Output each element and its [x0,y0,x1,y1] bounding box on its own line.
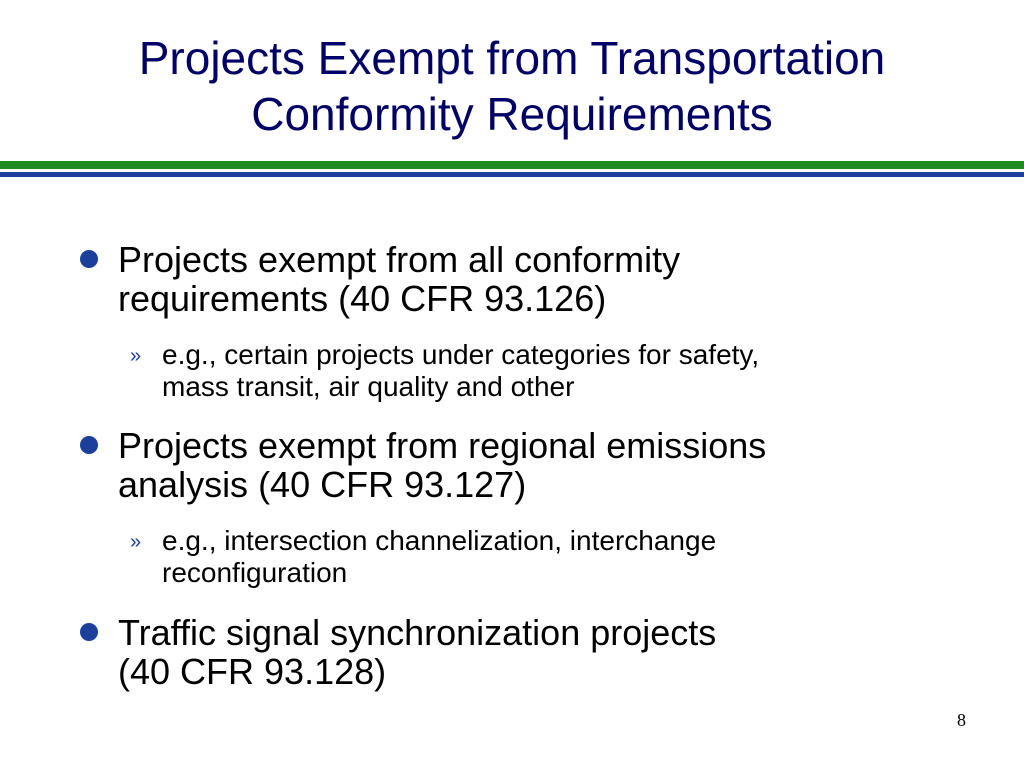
page-number: 8 [957,710,966,730]
sub-bullet-text-line-2: reconfiguration [162,557,348,588]
sub-bullet-text [162,525,902,589]
sub-bullet-text-line-1: e.g., certain projects under categories for safety, [162,339,760,370]
bullet-text [118,240,878,318]
sub-bullet-text-line-2: mass transit, air quality and other [162,371,575,402]
bullet-text-line-2: requirements (40 CFR 93.126) [118,278,607,319]
sub-bullet-icon: » [130,531,142,553]
bullet-text-line-1: Traffic signal synchronization projects [118,612,717,653]
bullet-icon [80,250,98,268]
bullet-text-line-2: (40 CFR 93.128) [118,651,387,692]
bullet-text-line-2: analysis (40 CFR 93.127) [118,464,527,505]
bullet-text-line-1: Projects exempt from all conformity [118,239,681,280]
bullet-text [118,613,878,691]
bullet-text-line-1: Projects exempt from regional emissions [118,425,767,466]
slide-title-line-1: Projects Exempt from Transportation [138,32,886,84]
bullet-icon [80,623,98,641]
slide-title-line-2: Conformity Requirements [251,88,773,140]
bullet-text [118,426,878,504]
sub-bullet-text [162,339,902,403]
sub-bullet-text-line-1: e.g., intersection channelization, interchange [162,525,717,556]
sub-bullet-icon: » [130,345,142,367]
bullet-icon [80,436,98,454]
